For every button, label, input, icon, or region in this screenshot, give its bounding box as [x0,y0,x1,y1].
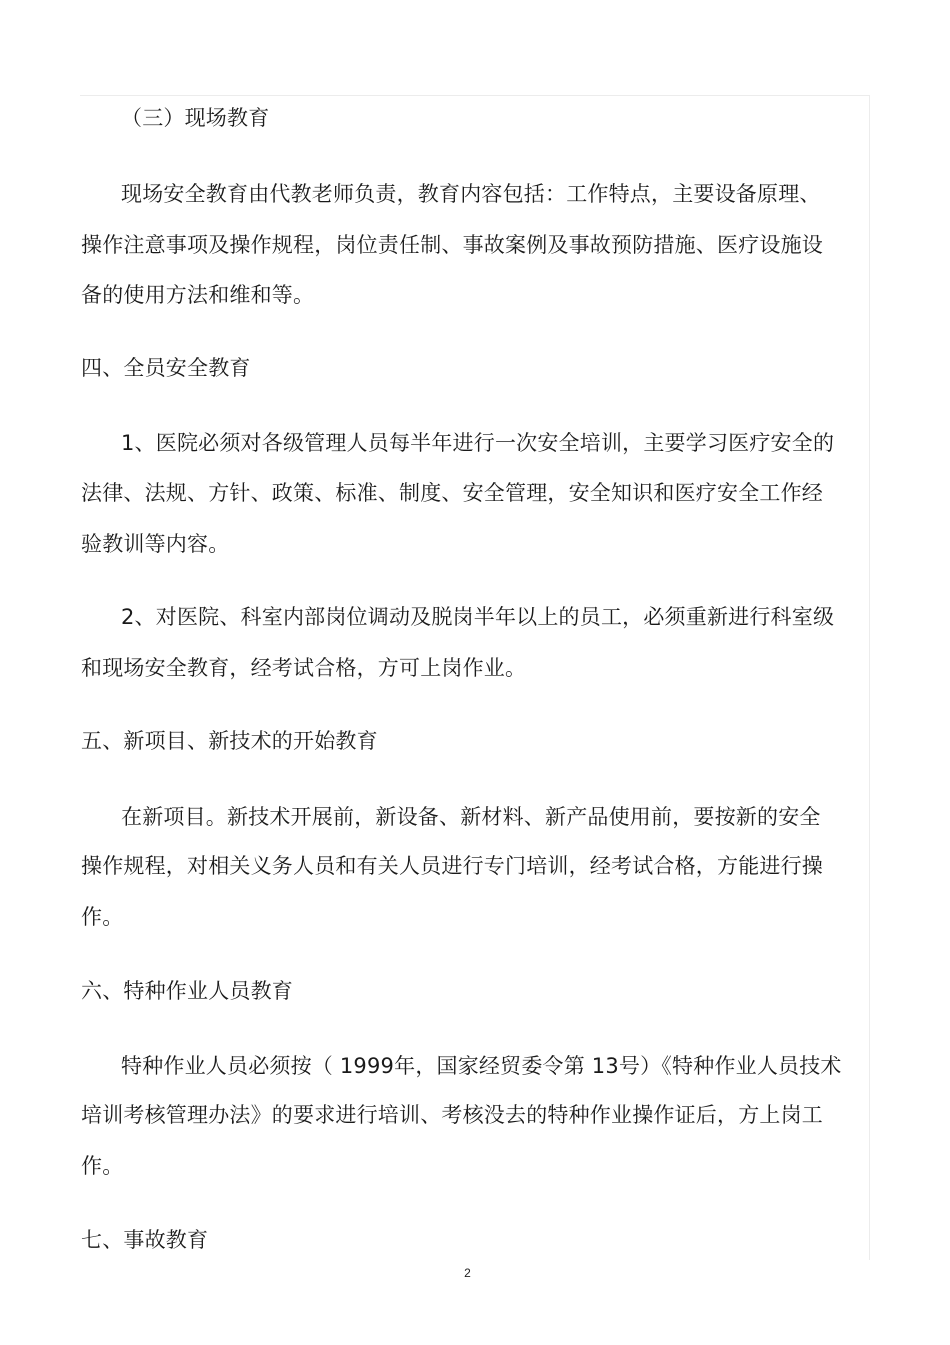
paragraph-line: 和现场安全教育，经考试合格，方可上岗作业。 [81,656,527,680]
paragraph-line: 1、医院必须对各级管理人员每半年进行一次安全培训，主要学习医疗安全的 [121,431,835,455]
paragraph-line: 法律、法规、方针、政策、标准、制度、安全管理，安全知识和医疗安全工作经 [81,481,823,505]
paragraph-line: 验教训等内容。 [81,532,230,556]
section-heading-all-staff-education: 四、全员安全教育 [81,356,251,380]
page-number: 2 [464,1266,471,1280]
page-frame-top-border [80,95,870,96]
page-frame-right-border [869,95,870,1260]
paragraph-line: 操作规程，对相关义务人员和有关人员进行专门培训，经考试合格，方能进行操 [81,854,823,878]
paragraph-line: 作。 [81,905,124,929]
section-heading-special-operator-education: 六、特种作业人员教育 [81,979,293,1003]
paragraph-line: 操作注意事项及操作规程，岗位责任制、事故案例及事故预防措施、医疗设施设 [81,233,823,257]
paragraph-line: 现场安全教育由代教老师负责，教育内容包括：工作特点，主要设备原理、 [121,182,821,206]
paragraph-line: 特种作业人员必须按（ 1999年，国家经贸委令第 13号）《特种作业人员技术 [121,1054,842,1078]
paragraph-line: 备的使用方法和维和等。 [81,283,315,307]
section-heading-accident-education: 七、事故教育 [81,1228,209,1252]
paragraph-line: 培训考核管理办法》的要求进行培训、考核没去的特种作业操作证后，方上岗工 [81,1103,823,1127]
paragraph-line: 在新项目。新技术开展前，新设备、新材料、新产品使用前，要按新的安全 [121,805,821,829]
paragraph-line: 作。 [81,1154,124,1178]
subsection-heading-site-education: （三）现场教育 [121,106,270,130]
paragraph-line: 2、对医院、科室内部岗位调动及脱岗半年以上的员工，必须重新进行科室级 [121,605,835,629]
section-heading-new-project-education: 五、新项目、新技术的开始教育 [81,729,378,753]
